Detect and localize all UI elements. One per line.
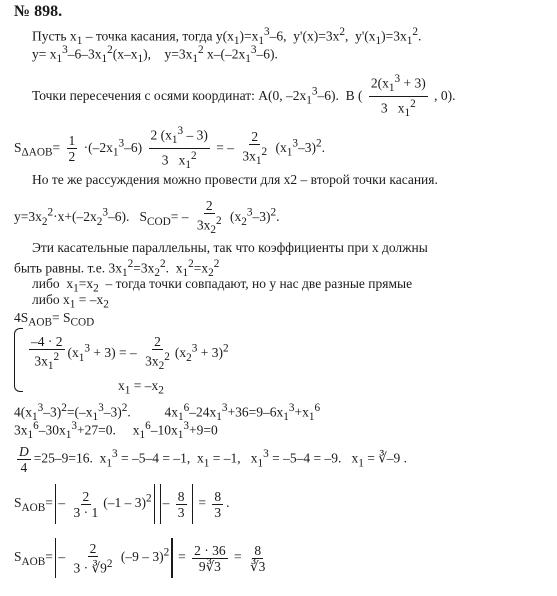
text-line-3: Точки пересечения с осями координат: A(0, $-2x_1^3-6$). B ( $\frac{2(x_1^3 + 3)}{3 x_1^2}$ , 0). — [32, 73, 456, 120]
text-line-8: либо $x_1 = -x_2$ — [32, 292, 109, 311]
s-aob-formula-3: $S_{AOB}=$ – $\frac{2}{3 \cdot ∛9^2}$ (–9 – 3)$^2$ = $\frac{2 \cdot 36}{9∛3}$ = $\frac{8}{∛3}$ — [14, 538, 270, 578]
text-line-4: Но те же рассуждения можно провести для x2 – второй точки касания. — [32, 172, 438, 187]
discriminant-line: $\frac{D}{4}$ =25–9=16. $x_1^3 = -5-4 = -1$, $x_1 = -1$, $x_1^3 = -5-4 = -9$. $x_1$ = ∛–9 . — [19, 444, 408, 475]
text-line-5: Эти касательные параллельны, так что коэффициенты при x должны — [32, 240, 428, 255]
problem-number: № 898. — [14, 3, 63, 20]
text-line-6: быть равны. т.е. $3x_1^2=3x_2^2$. $x_1^2=x_2^2$ — [14, 258, 220, 280]
system-brace — [14, 328, 23, 392]
text-line-1: Пусть $x_1$ – точка касания, тогда $y(x_1)=x_1^3-6$, $y'(x)=3x^2$, $y'(x_1)=3x_1^2$. — [32, 26, 422, 48]
system-equation-2: $x_1 = -x_2$ — [118, 378, 164, 397]
s-aob-formula-1: $S_{\Delta AOB}=$ $\frac{1}{2}$ $\cdot(-2x_1^3-6)$ $\frac{2 (x_1^3 - 3)}{3 x_1^2}$ = – $\frac{2}{3x_1^2}$ $(x_1^3-3)^2$. — [14, 125, 326, 172]
equation-line-1: $4(x_1^3-3)^2=(-x_1^3-3)^2$. $4x_1^6-24x_1^3+36=9-6x_1^3+x_1^6$ — [14, 402, 321, 424]
text-line-2: $y= x_1^3-6-3x_1^2(x-x_1)$, $y=3x_1^2$ $x-(-2x_1^3-6)$. — [32, 44, 278, 66]
system-equation-1: $\frac{-4 \cdot 2}{3x_1^2}$ $(x_1^3 + 3)$ = – $\frac{2}{3x_2^2}$ $(x_2^3 + 3)^2$ — [31, 334, 229, 373]
equation-line-2: $3x_1^6-30x_1^3+27=0$. $x_1^6-10x_1^3+9=0$ — [14, 420, 218, 442]
s-aob-formula-2: $S_{AOB}=$ – $\frac{2}{3 \cdot 1}$ (–1 – 3)$^2$ – $\frac{8}{3}$ = $\frac{8}{3}$ . — [14, 484, 230, 524]
area-equation: $4S_{AOB}= S_{COD}$ — [14, 310, 95, 329]
text-line-7: либо $x_1=x_2$ – тогда точки совпадают, но у нас две разные прямые — [32, 276, 413, 295]
tangent-2-formula: $y=3x_2^2\cdot x+(-2x_2^3-6)$. $S_{COD}=$ – $\frac{2}{3x_2^2}$ $(x_2^3-3)^2$. — [14, 198, 280, 237]
fraction: $\frac{2(x_1^3 + 3)}{3 x_1^2}$ — [370, 73, 426, 120]
